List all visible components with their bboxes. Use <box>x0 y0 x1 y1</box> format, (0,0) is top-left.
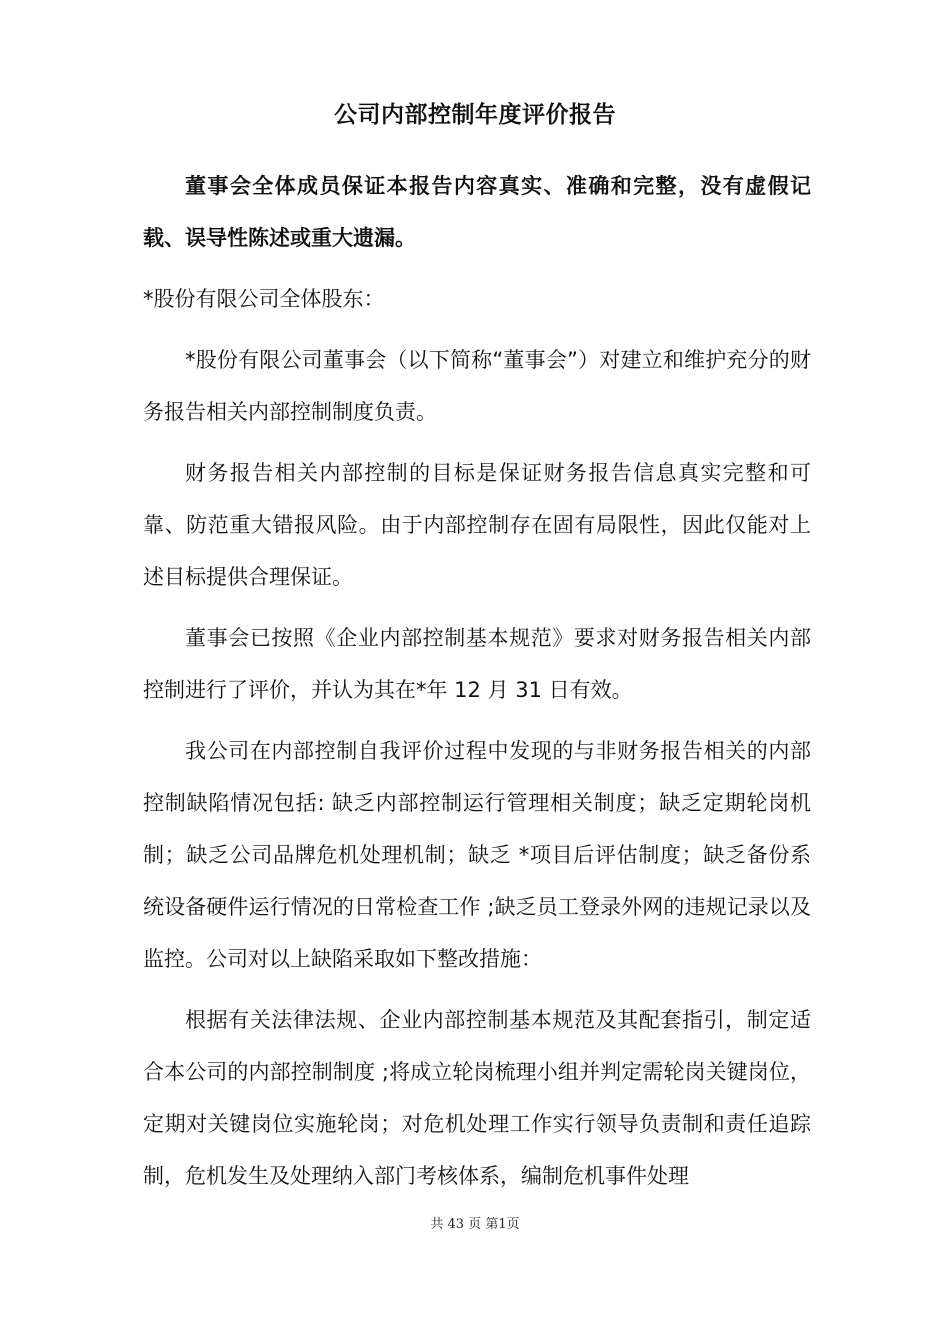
document-title: 公司内部控制年度评价报告 <box>334 102 616 128</box>
paragraph-deficiencies: 我公司在内部控制自我评价过程中发现的与非财务报告相关的内部控制缺陷情况包括: 缺乏内部控制运行管理相关制度；缺乏定期轮岗机制；缺乏公司品牌危机处理机制；缺乏 *项目后评估制度；缺乏备份系统设备硬件运行情况的日常检查工作 ;缺乏员工登录外网的违规记录以及监控。公司对以上缺陷采取如下整改措施： <box>143 739 811 971</box>
paragraph-evaluation: 董事会已按照《企业内部控制基本规范》要求对财务报告相关内部控制进行了评价，并认为其在*年 12 月 31 日有效。 <box>143 626 811 702</box>
board-statement: 董事会全体成员保证本报告内容真实、准确和完整，没有虚假记载、误导性陈述或重大遗漏。 <box>143 174 811 250</box>
document-body <box>143 160 811 1211</box>
paragraph-objective: 财务报告相关内部控制的目标是保证财务报告信息真实完整和可靠、防范重大错报风险。由于内部控制存在固有局限性，因此仅能对上述目标提供合理保证。 <box>143 461 811 589</box>
paragraph-remediation: 根据有关法律法规、企业内部控制基本规范及其配套指引，制定适合本公司的内部控制制度 ;将成立轮岗梳理小组并判定需轮岗关键岗位，定期对关键岗位实施轮岗；对危机处理工作实行领导负责制和责任追踪制，危机发生及处理纳入部门考核体系，编制危机事件处理 <box>143 1008 811 1188</box>
salutation: *股份有限公司全体股东： <box>143 287 385 311</box>
paragraph-responsibility: *股份有限公司董事会（以下简称“董事会”）对建立和维护充分的财务报告相关内部控制制度负责。 <box>143 348 811 424</box>
page-footer: 共 43 页 第1页 <box>430 1217 520 1232</box>
